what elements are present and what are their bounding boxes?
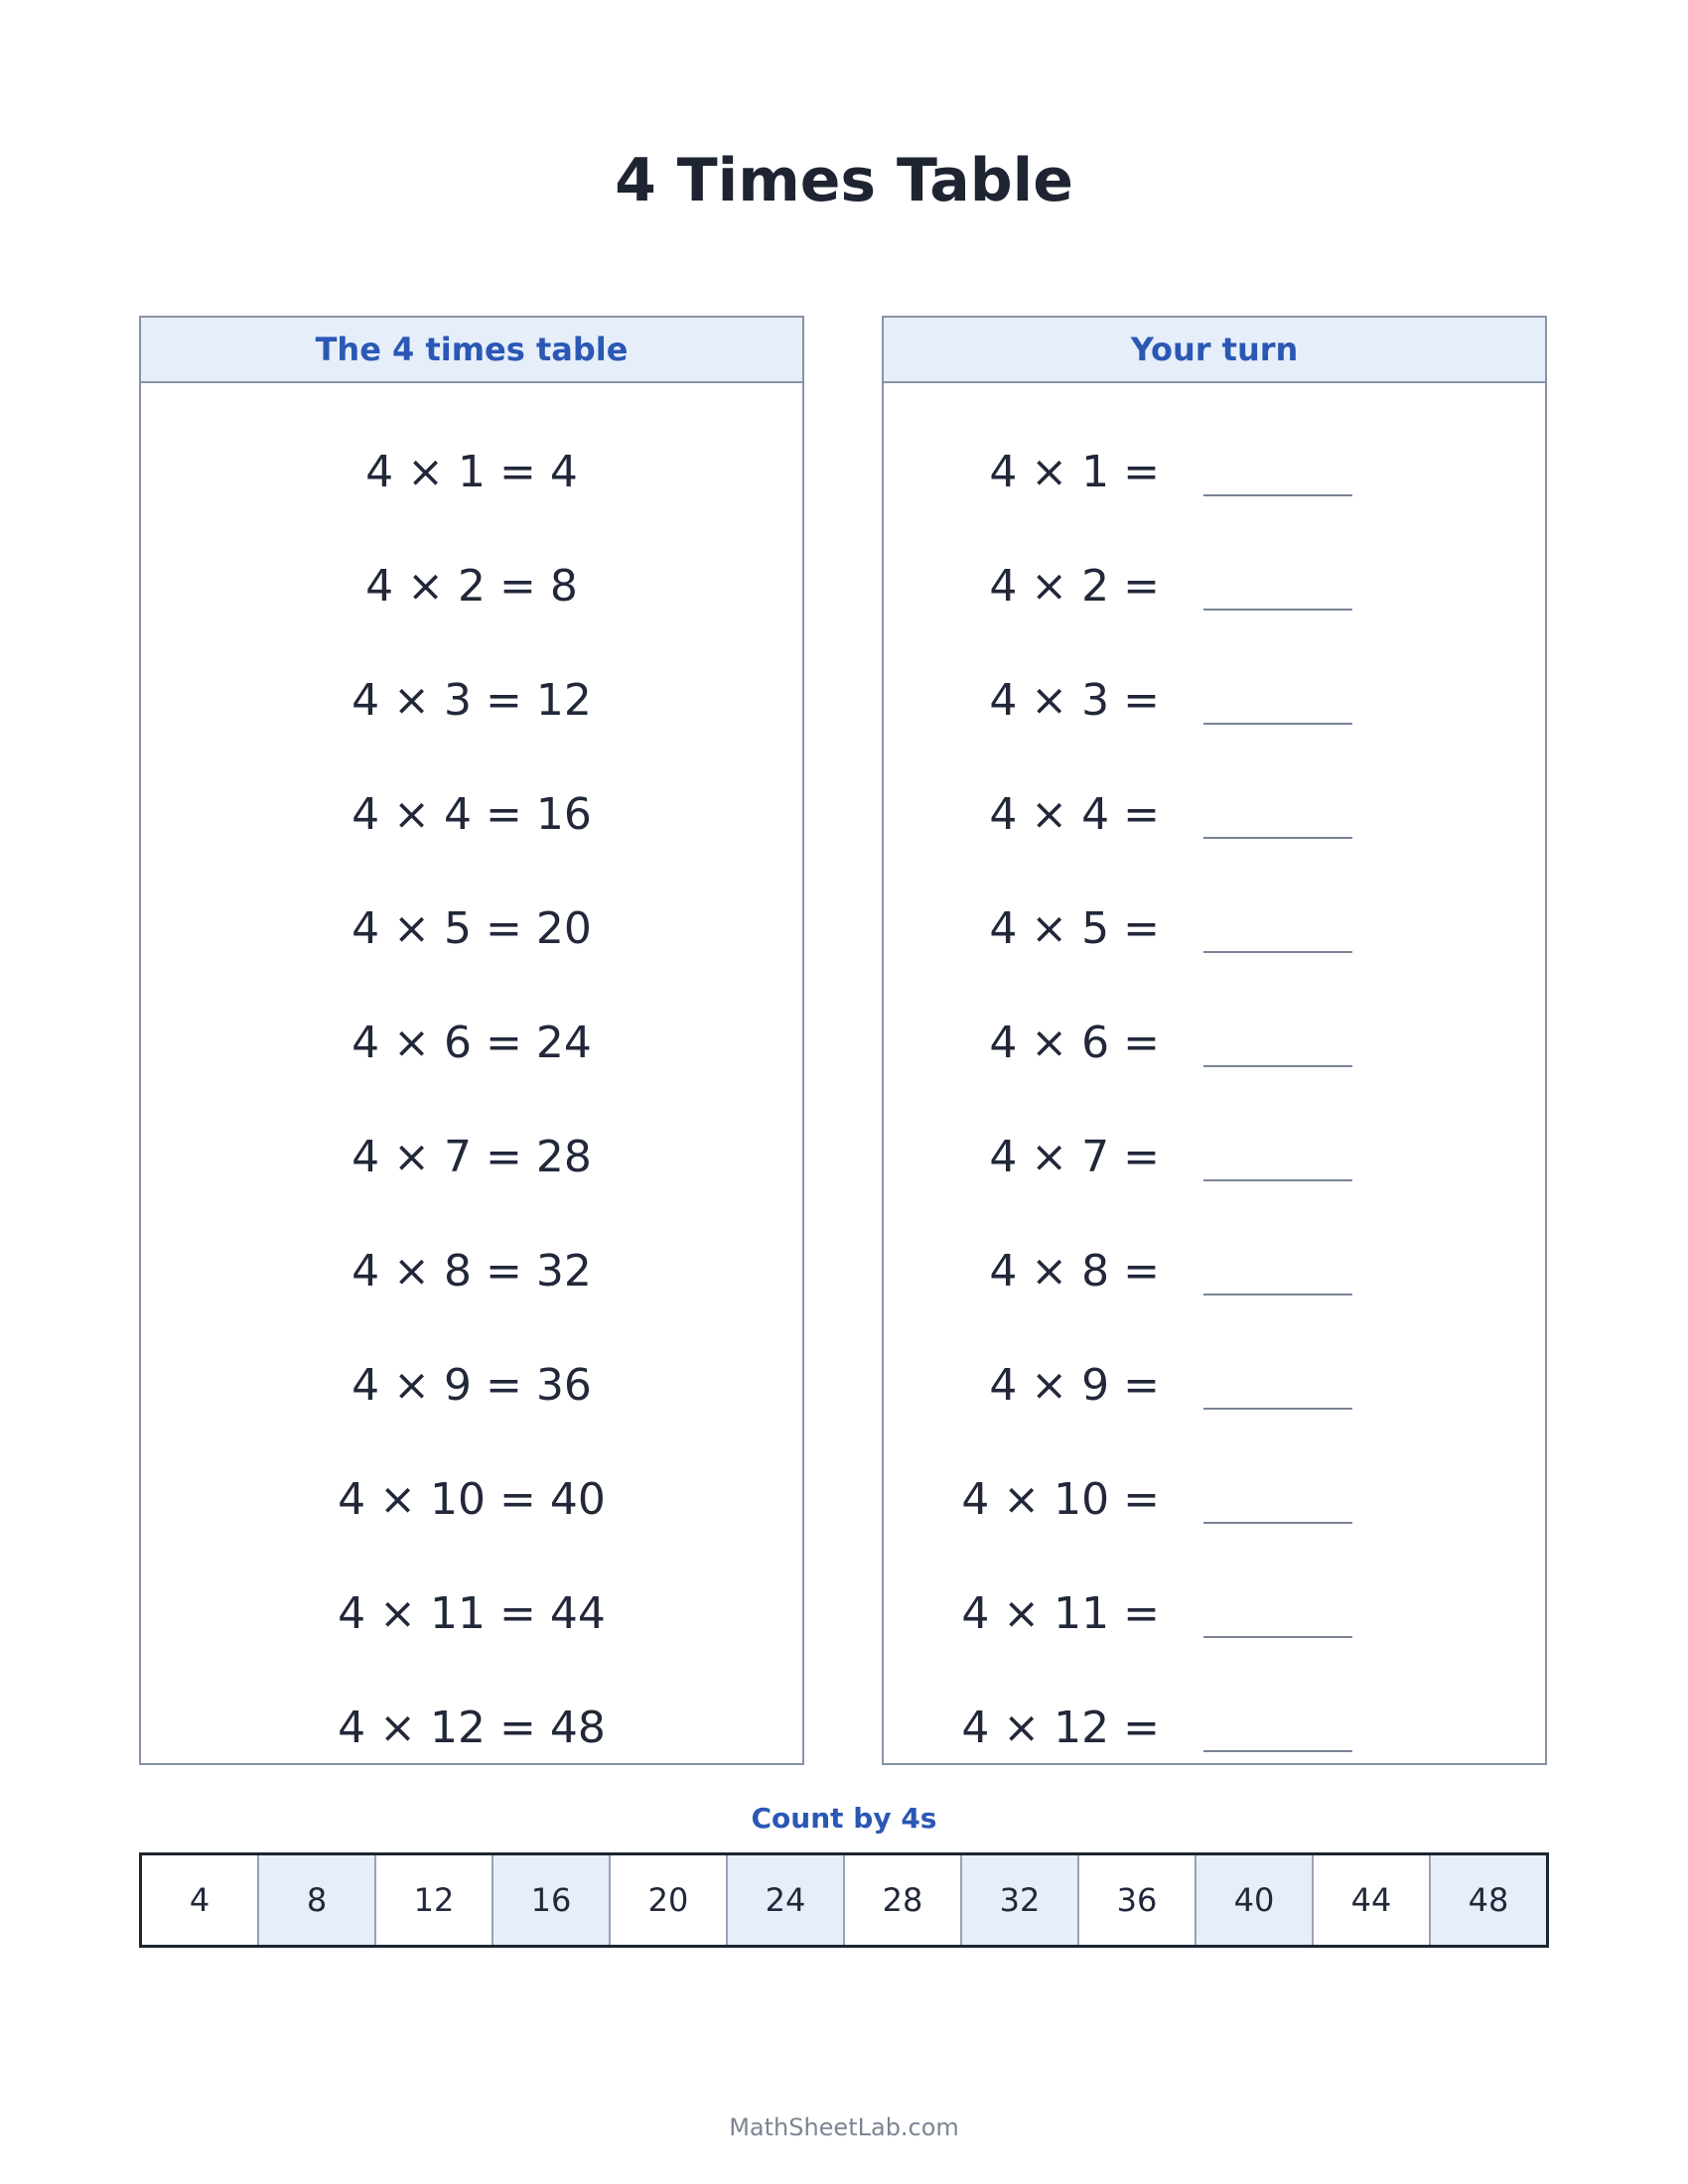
practice-prompt: 4 × 9 = xyxy=(989,1360,1160,1411)
times-table-header: The 4 times table xyxy=(141,318,802,383)
practice-row xyxy=(884,1699,1545,1758)
footer-site-name: MathSheetLab.com xyxy=(729,2114,959,2141)
practice-row xyxy=(884,557,1545,616)
practice-row xyxy=(884,1128,1545,1187)
count-cell: 36 xyxy=(1079,1855,1196,1945)
practice-prompt: 4 × 2 = xyxy=(989,561,1160,612)
times-fact: 4 × 5 = 20 xyxy=(352,903,592,954)
practice-row xyxy=(884,785,1545,845)
count-cell: 8 xyxy=(259,1855,376,1945)
practice-prompt: 4 × 4 = xyxy=(989,789,1160,840)
times-fact: 4 × 2 = 8 xyxy=(365,561,578,612)
practice-prompt: 4 × 1 = xyxy=(989,447,1160,497)
answer-blank[interactable] xyxy=(1203,1408,1352,1410)
practice-prompt: 4 × 7 = xyxy=(989,1132,1160,1182)
count-by-label: Count by 4s xyxy=(751,1802,937,1835)
practice-row xyxy=(884,1014,1545,1073)
answer-blank[interactable] xyxy=(1203,609,1352,611)
practice-prompt: 4 × 3 = xyxy=(989,675,1160,726)
practice-row xyxy=(884,1584,1545,1644)
answer-blank[interactable] xyxy=(1203,1179,1352,1181)
answer-blank[interactable] xyxy=(1203,1750,1352,1752)
count-cell: 20 xyxy=(611,1855,728,1945)
times-fact: 4 × 3 = 12 xyxy=(352,675,592,726)
practice-row xyxy=(884,1242,1545,1301)
times-fact: 4 × 9 = 36 xyxy=(352,1360,592,1411)
your-turn-header: Your turn xyxy=(884,318,1545,383)
practice-prompt: 4 × 5 = xyxy=(989,903,1160,954)
answer-blank[interactable] xyxy=(1203,1522,1352,1524)
count-cell: 48 xyxy=(1431,1855,1546,1945)
practice-prompt: 4 × 12 = xyxy=(961,1703,1160,1753)
times-fact: 4 × 12 = 48 xyxy=(338,1703,606,1753)
page-title: 4 Times Table xyxy=(615,146,1073,215)
count-cell: 24 xyxy=(728,1855,845,1945)
times-fact: 4 × 6 = 24 xyxy=(352,1018,592,1068)
practice-prompt: 4 × 10 = xyxy=(961,1474,1160,1525)
times-fact: 4 × 10 = 40 xyxy=(338,1474,606,1525)
practice-row xyxy=(884,1470,1545,1530)
count-cell: 44 xyxy=(1314,1855,1431,1945)
answer-blank[interactable] xyxy=(1203,494,1352,496)
practice-row xyxy=(884,1356,1545,1416)
count-cell: 16 xyxy=(493,1855,611,1945)
count-cell: 40 xyxy=(1196,1855,1314,1945)
practice-row xyxy=(884,899,1545,959)
practice-prompt: 4 × 11 = xyxy=(961,1588,1160,1639)
practice-prompt: 4 × 8 = xyxy=(989,1246,1160,1297)
times-fact: 4 × 1 = 4 xyxy=(365,447,578,497)
practice-row xyxy=(884,671,1545,731)
times-fact: 4 × 8 = 32 xyxy=(352,1246,592,1297)
answer-blank[interactable] xyxy=(1203,723,1352,725)
practice-row xyxy=(884,443,1545,502)
practice-prompt: 4 × 6 = xyxy=(989,1018,1160,1068)
count-cell: 32 xyxy=(962,1855,1079,1945)
answer-blank[interactable] xyxy=(1203,837,1352,839)
answer-blank[interactable] xyxy=(1203,1636,1352,1638)
times-fact: 4 × 4 = 16 xyxy=(352,789,592,840)
times-fact: 4 × 7 = 28 xyxy=(352,1132,592,1182)
answer-blank[interactable] xyxy=(1203,1065,1352,1067)
count-by-strip xyxy=(139,1852,1549,1948)
count-cell: 28 xyxy=(845,1855,962,1945)
times-table-panel xyxy=(139,316,804,1765)
count-cell: 4 xyxy=(142,1855,259,1945)
answer-blank[interactable] xyxy=(1203,1294,1352,1296)
answer-blank[interactable] xyxy=(1203,951,1352,953)
your-turn-panel xyxy=(882,316,1547,1765)
count-cell: 12 xyxy=(376,1855,493,1945)
times-fact: 4 × 11 = 44 xyxy=(338,1588,606,1639)
